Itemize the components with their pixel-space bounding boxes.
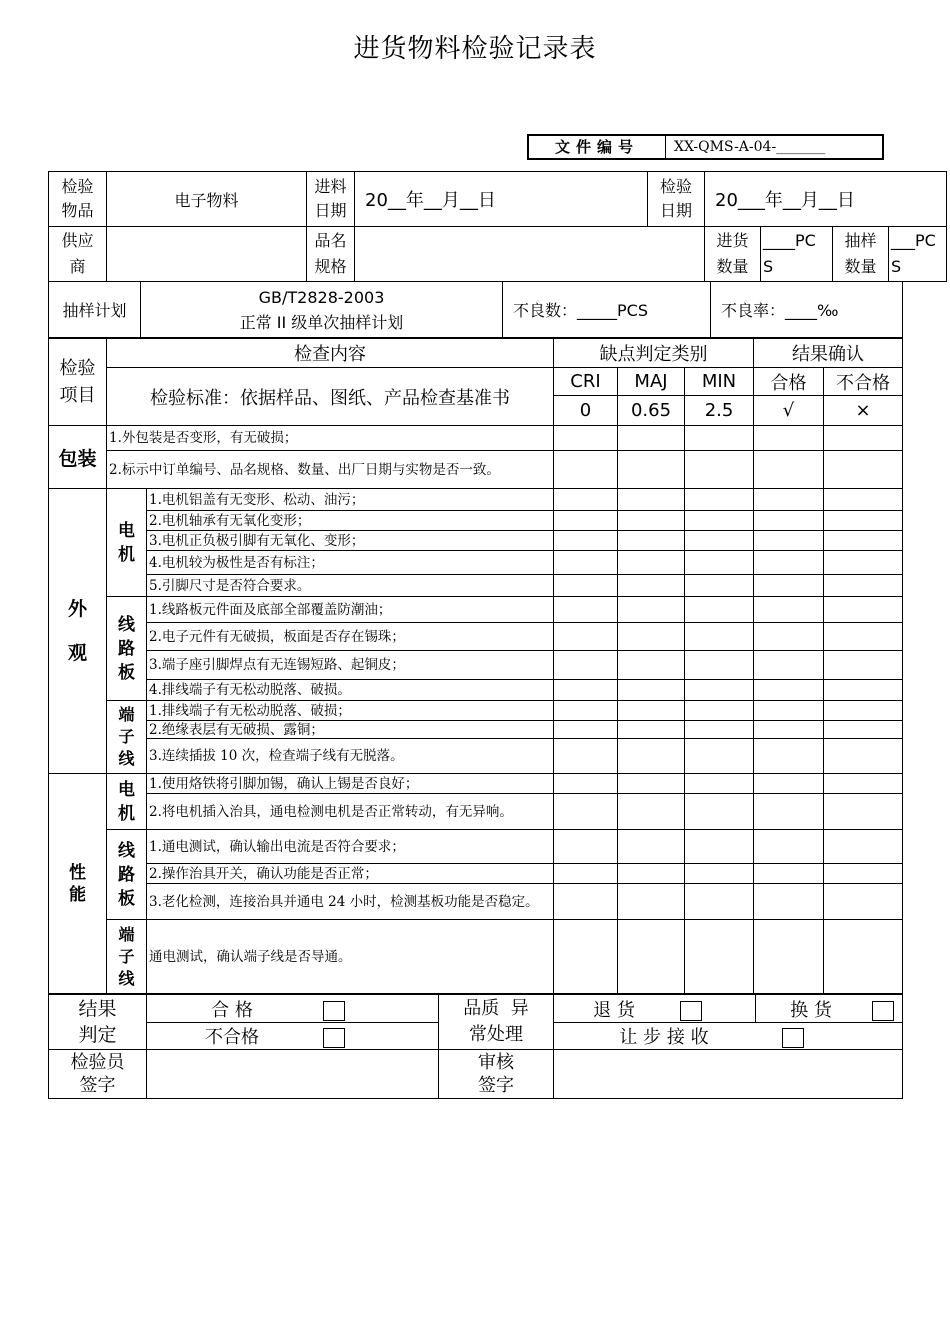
cri-cell[interactable]	[554, 864, 618, 884]
pass-cell[interactable]	[754, 551, 824, 575]
check-item: 2.操作治具开关，确认功能是否正常；	[147, 864, 554, 884]
fail-cell[interactable]	[824, 774, 903, 794]
col-item: 检验 项目	[49, 339, 107, 426]
cri-cell[interactable]	[554, 721, 618, 739]
min-cell[interactable]	[685, 794, 754, 830]
maj-cell[interactable]	[618, 701, 685, 721]
return-label: 退 货	[593, 999, 635, 1021]
sub-motor: 电 机	[107, 774, 147, 830]
check-item: 1.线路板元件面及底部全部覆盖防潮油；	[147, 597, 554, 623]
cri-cell[interactable]	[554, 531, 618, 551]
check-item: 通电测试，确认端子线是否导通。	[147, 920, 554, 994]
check-item: 3.电机正负极引脚有无氧化、变形；	[147, 531, 554, 551]
cri-cell[interactable]	[554, 774, 618, 794]
maj-cell[interactable]	[618, 623, 685, 651]
pass-cell[interactable]	[754, 575, 824, 597]
sub-motor: 电 机	[107, 489, 147, 597]
pass-cell[interactable]	[754, 623, 824, 651]
maj-cell[interactable]	[618, 511, 685, 531]
sub-terminal: 端 子 线	[107, 701, 147, 774]
plan-value: GB/T2828-2003 正常 II 级单次抽样计划	[141, 282, 503, 338]
pass-cell[interactable]	[754, 739, 824, 774]
cri-cell[interactable]	[554, 597, 618, 623]
spec-value[interactable]	[355, 227, 705, 282]
cri-value: 0	[554, 396, 618, 426]
return-checkbox[interactable]	[680, 1001, 702, 1021]
sampling-table	[48, 281, 903, 338]
check-item: 2.电子元件有无破损，板面是否存在锡珠；	[147, 623, 554, 651]
check-item: 2.标示中订单编号、品名规格、数量、出厂日期与实物是否一致。	[107, 451, 554, 489]
fail-cell[interactable]	[824, 426, 903, 451]
min-cell[interactable]	[685, 451, 754, 489]
footer-table	[48, 994, 903, 1099]
fail-cell[interactable]	[824, 489, 903, 511]
exchange-label: 换 货	[790, 999, 832, 1021]
check-item: 2.将电机插入治具，通电检测电机是否正常转动，有无异响。	[147, 794, 554, 830]
reviewer-label: 审核 签字	[439, 1050, 554, 1099]
pass-cell[interactable]	[754, 451, 824, 489]
check-item: 4.电机较为极性是否有标注；	[147, 551, 554, 575]
pass-cell[interactable]	[754, 864, 824, 884]
maj-cell[interactable]	[618, 920, 685, 994]
min-cell[interactable]	[685, 680, 754, 701]
cri-cell[interactable]	[554, 575, 618, 597]
maj-cell[interactable]	[618, 721, 685, 739]
check-item: 3.老化检测，连接治具并通电 24 小时，检测基板功能是否稳定。	[147, 884, 554, 920]
item-label: 检验 物品	[49, 172, 107, 227]
fail-cell[interactable]	[824, 623, 903, 651]
fail-cell[interactable]	[824, 531, 903, 551]
maj-cell[interactable]	[618, 794, 685, 830]
check-item: 1.排线端子有无松动脱落、破损；	[147, 701, 554, 721]
pass-cell[interactable]	[754, 794, 824, 830]
cri-cell[interactable]	[554, 551, 618, 575]
maj-cell[interactable]	[618, 884, 685, 920]
form-title: 进货物料检验记录表	[353, 34, 597, 64]
check-item: 1.电机铝盖有无变形、松动、油污；	[147, 489, 554, 511]
maj-cell[interactable]	[618, 531, 685, 551]
fail-cell[interactable]	[824, 680, 903, 701]
min-cell[interactable]	[685, 774, 754, 794]
cri-cell[interactable]	[554, 794, 618, 830]
fail-cell[interactable]	[824, 884, 903, 920]
min-cell[interactable]	[685, 701, 754, 721]
inspect-date-value[interactable]: 20___年__月__日	[705, 172, 947, 227]
maj-cell[interactable]	[618, 575, 685, 597]
fail-cell[interactable]	[824, 651, 903, 680]
in-qty-label: 进货 数量	[705, 227, 761, 282]
maj-cell[interactable]	[618, 451, 685, 489]
abnormal-label: 品质 异 常处理	[439, 995, 554, 1050]
fail-cell[interactable]	[824, 794, 903, 830]
in-date-label: 进料 日期	[307, 172, 355, 227]
inspection-table	[48, 338, 903, 994]
maj-cell[interactable]	[618, 680, 685, 701]
check-item: 3.端子座引脚焊点有无连锡短路、起铜皮；	[147, 651, 554, 680]
pass-cell[interactable]	[754, 511, 824, 531]
cri-cell[interactable]	[554, 623, 618, 651]
col-result: 结果确认	[754, 339, 903, 368]
spec-label: 品名 规格	[307, 227, 355, 282]
sample-qty-label: 抽样 数量	[833, 227, 889, 282]
check-item: 1.使用烙铁将引脚加锡，确认上锡是否良好；	[147, 774, 554, 794]
fail-mark: ×	[824, 396, 903, 426]
section-appearance: 外 观	[49, 489, 107, 774]
col-content: 检查内容	[107, 339, 554, 368]
sub-terminal: 端 子 线	[107, 920, 147, 994]
pass-cell[interactable]	[754, 426, 824, 451]
judge-label: 结果 判定	[49, 995, 147, 1050]
supplier-label: 供应 商	[49, 227, 107, 282]
col-standard: 检验标准：依据样品、图纸、产品检查基准书	[107, 368, 554, 426]
min-cell[interactable]	[685, 531, 754, 551]
fail-cell[interactable]	[824, 920, 903, 994]
sub-board: 线 路 板	[107, 830, 147, 920]
in-qty-value[interactable]: ____PC S	[761, 227, 833, 282]
cri-cell[interactable]	[554, 426, 618, 451]
judge-fail-label: 不合格	[205, 1027, 259, 1048]
cri-cell[interactable]	[554, 489, 618, 511]
maj-cell[interactable]	[618, 651, 685, 680]
fail-cell[interactable]	[824, 739, 903, 774]
min-cell[interactable]	[685, 830, 754, 864]
fail-cell[interactable]	[824, 575, 903, 597]
check-item: 5.引脚尺寸是否符合要求。	[147, 575, 554, 597]
check-item: 1.外包装是否变形，有无破损；	[107, 426, 554, 451]
pass-cell[interactable]	[754, 774, 824, 794]
judge-pass-checkbox[interactable]	[323, 1001, 345, 1021]
pass-cell[interactable]	[754, 489, 824, 511]
exchange-checkbox[interactable]	[872, 1001, 894, 1021]
maj-value: 0.65	[618, 396, 685, 426]
pass-mark: √	[754, 396, 824, 426]
pass-cell[interactable]	[754, 721, 824, 739]
pass-cell[interactable]	[754, 651, 824, 680]
concession-checkbox[interactable]	[782, 1028, 804, 1048]
min-cell[interactable]	[685, 623, 754, 651]
fail-cell[interactable]	[824, 511, 903, 531]
supplier-value[interactable]	[107, 227, 307, 282]
check-item: 1.通电测试，确认输出电流是否符合要求；	[147, 830, 554, 864]
reviewer-signature[interactable]	[554, 1050, 903, 1099]
doc-number-value[interactable]: XX-QMS-A-04-_______	[674, 139, 826, 155]
cri-cell[interactable]	[554, 701, 618, 721]
doc-number-label: 文件编号	[529, 136, 666, 158]
min-cell[interactable]	[685, 551, 754, 575]
cri-cell[interactable]	[554, 651, 618, 680]
min-cell[interactable]	[685, 575, 754, 597]
min-cell[interactable]	[685, 651, 754, 680]
check-item: 2.电机轴承有无氧化变形；	[147, 511, 554, 531]
min-value: 2.5	[685, 396, 754, 426]
min-cell[interactable]	[685, 920, 754, 994]
fail-cell[interactable]	[824, 864, 903, 884]
maj-cell[interactable]	[618, 551, 685, 575]
concession-label: 让 步 接 收	[619, 1027, 709, 1048]
defect-count[interactable]: 不良数：_____PCS	[503, 282, 711, 338]
fail-cell[interactable]	[824, 597, 903, 623]
check-item: 3.连续插拔 10 次，检查端子线有无脱落。	[147, 739, 554, 774]
inspector-label: 检验员 签字	[49, 1050, 147, 1099]
col-maj: MAJ	[618, 368, 685, 396]
col-cri: CRI	[554, 368, 618, 396]
maj-cell[interactable]	[618, 774, 685, 794]
sub-board: 线 路 板	[107, 597, 147, 701]
section-packaging: 包装	[49, 426, 107, 489]
maj-cell[interactable]	[618, 864, 685, 884]
min-cell[interactable]	[685, 864, 754, 884]
defect-rate[interactable]: 不良率：____‰	[711, 282, 903, 338]
min-cell[interactable]	[685, 426, 754, 451]
pass-cell[interactable]	[754, 884, 824, 920]
fail-cell[interactable]	[824, 451, 903, 489]
fail-cell[interactable]	[824, 551, 903, 575]
section-performance: 性 能	[49, 774, 107, 994]
cri-cell[interactable]	[554, 920, 618, 994]
min-cell[interactable]	[685, 597, 754, 623]
maj-cell[interactable]	[618, 426, 685, 451]
cri-cell[interactable]	[554, 511, 618, 531]
sample-qty-value[interactable]: ___PC S	[889, 227, 947, 282]
check-item: 2.绝缘表层有无破损、露铜；	[147, 721, 554, 739]
cri-cell[interactable]	[554, 451, 618, 489]
header-table	[48, 171, 947, 282]
min-cell[interactable]	[685, 884, 754, 920]
min-cell[interactable]	[685, 739, 754, 774]
cri-cell[interactable]	[554, 884, 618, 920]
maj-cell[interactable]	[618, 489, 685, 511]
pass-cell[interactable]	[754, 701, 824, 721]
item-value[interactable]: 电子物料	[107, 172, 307, 227]
col-defect-class: 缺点判定类别	[554, 339, 754, 368]
pass-cell[interactable]	[754, 680, 824, 701]
inspect-date-label: 检验 日期	[648, 172, 705, 227]
maj-cell[interactable]	[618, 597, 685, 623]
maj-cell[interactable]	[618, 830, 685, 864]
judge-fail-checkbox[interactable]	[323, 1028, 345, 1048]
col-pass: 合格	[754, 368, 824, 396]
min-cell[interactable]	[685, 511, 754, 531]
cri-cell[interactable]	[554, 830, 618, 864]
plan-label: 抽样计划	[49, 282, 141, 338]
col-min: MIN	[685, 368, 754, 396]
pass-cell[interactable]	[754, 531, 824, 551]
cri-cell[interactable]	[554, 739, 618, 774]
inspector-signature[interactable]	[147, 1050, 439, 1099]
fail-cell[interactable]	[824, 701, 903, 721]
maj-cell[interactable]	[618, 739, 685, 774]
judge-pass-label: 合 格	[211, 999, 253, 1021]
min-cell[interactable]	[685, 489, 754, 511]
cri-cell[interactable]	[554, 680, 618, 701]
pass-cell[interactable]	[754, 597, 824, 623]
col-fail: 不合格	[824, 368, 903, 396]
pass-cell[interactable]	[754, 920, 824, 994]
check-item: 4.排线端子有无松动脱落、破损。	[147, 680, 554, 701]
pass-cell[interactable]	[754, 830, 824, 864]
fail-cell[interactable]	[824, 830, 903, 864]
fail-cell[interactable]	[824, 721, 903, 739]
min-cell[interactable]	[685, 721, 754, 739]
doc-number-box	[527, 134, 884, 160]
in-date-value[interactable]: 20__年__月__日	[355, 172, 648, 227]
